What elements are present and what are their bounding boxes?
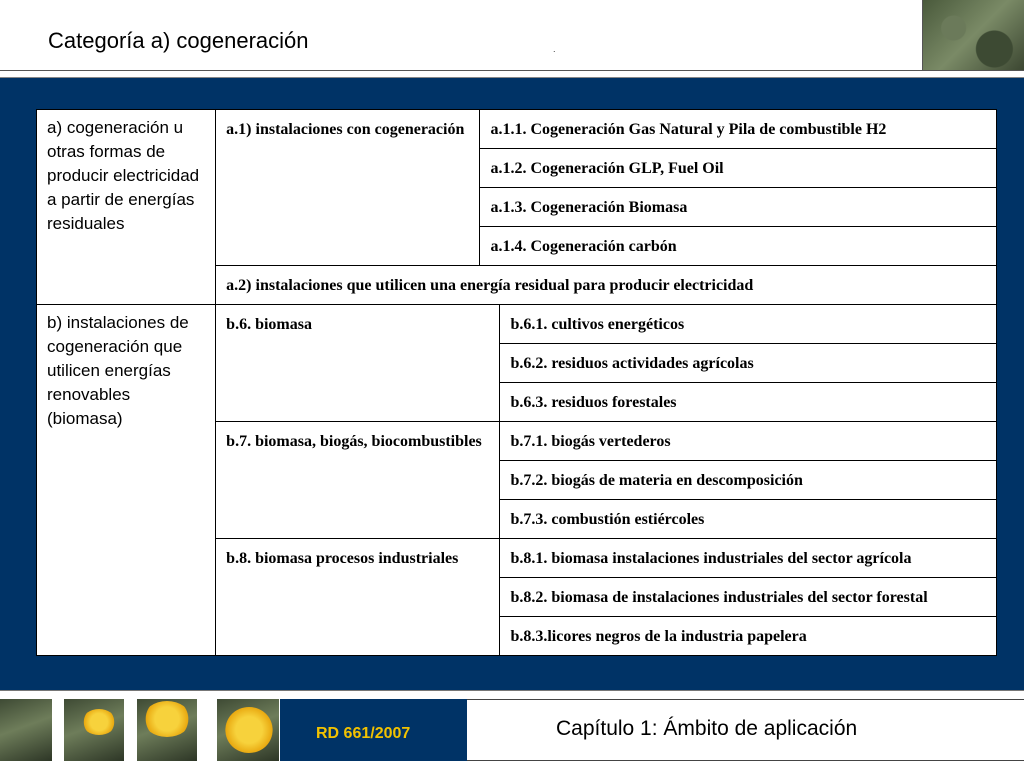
b6-item: b.6.2. residuos actividades agrícolas [500, 344, 997, 383]
b6-item: b.6.3. residuos forestales [500, 383, 997, 422]
group-a-label: a) cogeneración u otras formas de producir electricidad a partir de energías residuales [37, 110, 216, 305]
b7-item: b.7.3. combustión estiércoles [500, 500, 997, 539]
b8-item: b.8.2. biomasa de instalaciones industriales del sector forestal [500, 578, 997, 617]
a1-label: a.1) instalaciones con cogeneración [216, 110, 480, 266]
b7-label: b.7. biomasa, biogás, biocombustibles [216, 422, 500, 539]
a1-item: a.1.4. Cogeneración carbón [480, 227, 997, 266]
b7-item: b.7.1. biogás vertederos [500, 422, 997, 461]
regulation-badge: RD 661/2007 [316, 725, 411, 742]
slide-header [0, 0, 1024, 71]
flower-photo-thumb [217, 699, 279, 761]
b6-item: b.6.1. cultivos energéticos [500, 305, 997, 344]
header-divider [0, 71, 1024, 78]
b6-label: b.6. biomasa [216, 305, 500, 422]
plant-photo-thumb [0, 699, 52, 761]
b8-item: b.8.3.licores negros de la industria papelera [500, 617, 997, 656]
content-area [0, 78, 1024, 690]
b8-item: b.8.1. biomasa instalaciones industriales del sector agrícola [500, 539, 997, 578]
a1-item: a.1.3. Cogeneración Biomasa [480, 188, 997, 227]
slide-footer [0, 690, 1024, 769]
table-row [37, 305, 997, 344]
category-table [36, 109, 997, 656]
group-b-label: b) instalaciones de cogeneración que utilicen energías renovables (biomasa) [37, 305, 216, 656]
a2-label: a.2) instalaciones que utilicen una energía residual para producir electricidad [216, 266, 997, 305]
a1-item: a.1.1. Cogeneración Gas Natural y Pila de combustible H2 [480, 110, 997, 149]
flower-photo-corner [922, 0, 1024, 70]
flower-photo-thumb [137, 699, 197, 761]
b7-item: b.7.2. biogás de materia en descomposición [500, 461, 997, 500]
a1-item: a.1.2. Cogeneración GLP, Fuel Oil [480, 149, 997, 188]
chapter-title: Capítulo 1: Ámbito de aplicación [556, 717, 858, 740]
b8-label: b.8. biomasa procesos industriales [216, 539, 500, 656]
table-row [37, 110, 997, 149]
flower-photo-thumb [64, 699, 124, 761]
header-dot: . [553, 44, 556, 54]
slide-title: Categoría a) cogeneración [48, 28, 309, 53]
